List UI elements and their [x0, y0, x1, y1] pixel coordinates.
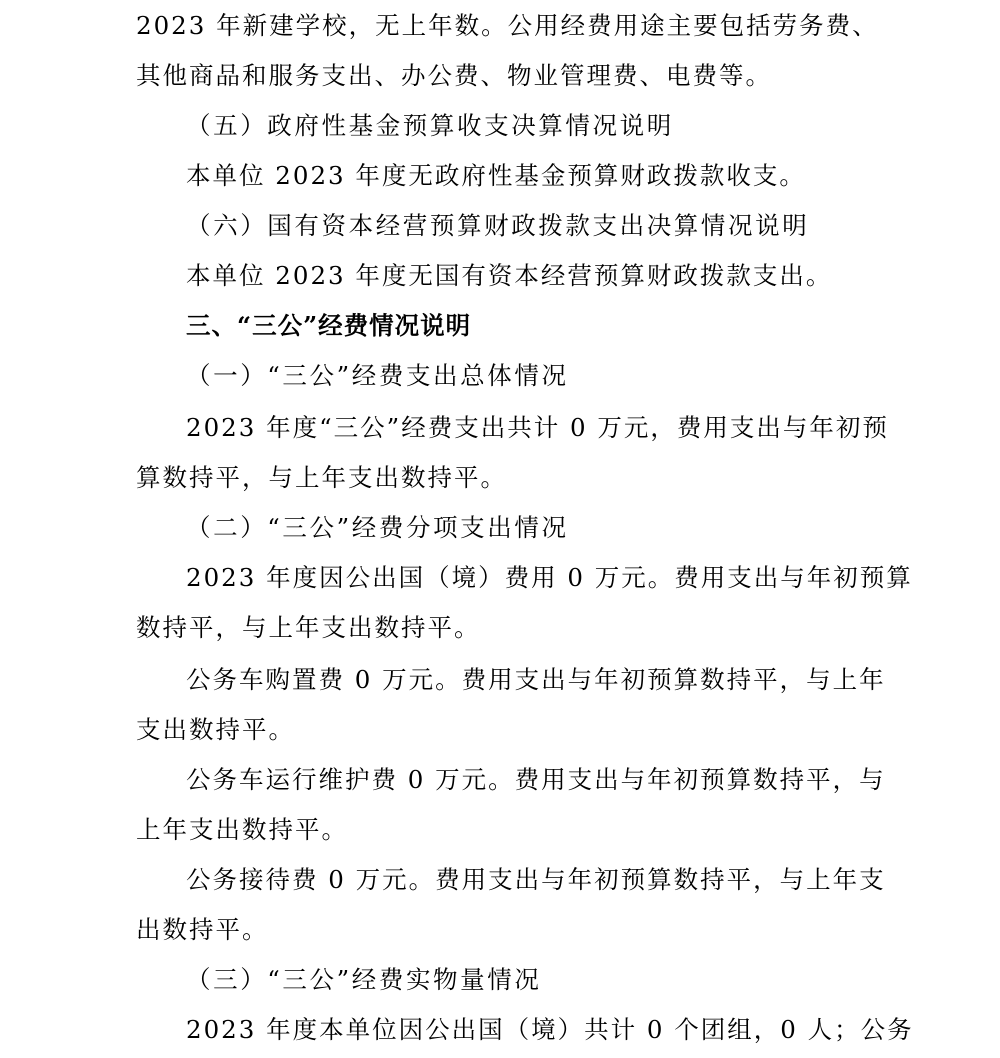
paragraph-line: 2023 年度因公出国（境）费用 0 万元。费用支出与年初预算	[186, 563, 913, 592]
paragraph-line: 公务接待费 0 万元。费用支出与年初预算数持平，与上年支	[186, 865, 886, 894]
section-heading: （二）“三公”经费分项支出情况	[186, 513, 569, 542]
chapter-heading: 三、“三公”经费情况说明	[186, 311, 472, 340]
paragraph-line: 数持平，与上年支出数持平。	[136, 613, 481, 642]
paragraph-line: 上年支出数持平。	[136, 815, 348, 844]
section-heading: （五）政府性基金预算收支决算情况说明	[186, 111, 674, 140]
paragraph-line: 本单位 2023 年度无国有资本经营预算财政拨款支出。	[186, 261, 833, 290]
paragraph-line: 支出数持平。	[136, 715, 295, 744]
paragraph-line: 公务车运行维护费 0 万元。费用支出与年初预算数持平，与	[186, 765, 886, 794]
paragraph-line: 出数持平。	[136, 915, 269, 944]
paragraph-line: 2023 年度“三公”经费支出共计 0 万元，费用支出与年初预	[186, 413, 889, 442]
paragraph-line: 算数持平，与上年支出数持平。	[136, 463, 507, 492]
paragraph-line: 2023 年度本单位因公出国（境）共计 0 个团组，0 人；公务	[186, 1015, 914, 1044]
paragraph-line: 其他商品和服务支出、办公费、物业管理费、电费等。	[136, 61, 772, 90]
section-heading: （三）“三公”经费实物量情况	[186, 965, 542, 994]
paragraph-line: 公务车购置费 0 万元。费用支出与年初预算数持平，与上年	[186, 665, 886, 694]
section-heading: （六）国有资本经营预算财政拨款支出决算情况说明	[186, 211, 810, 240]
paragraph-line: 本单位 2023 年度无政府性基金预算财政拨款收支。	[186, 161, 806, 190]
paragraph-line: 2023 年新建学校，无上年数。公用经费用途主要包括劳务费、	[136, 11, 879, 40]
section-heading: （一）“三公”经费支出总体情况	[186, 361, 569, 390]
